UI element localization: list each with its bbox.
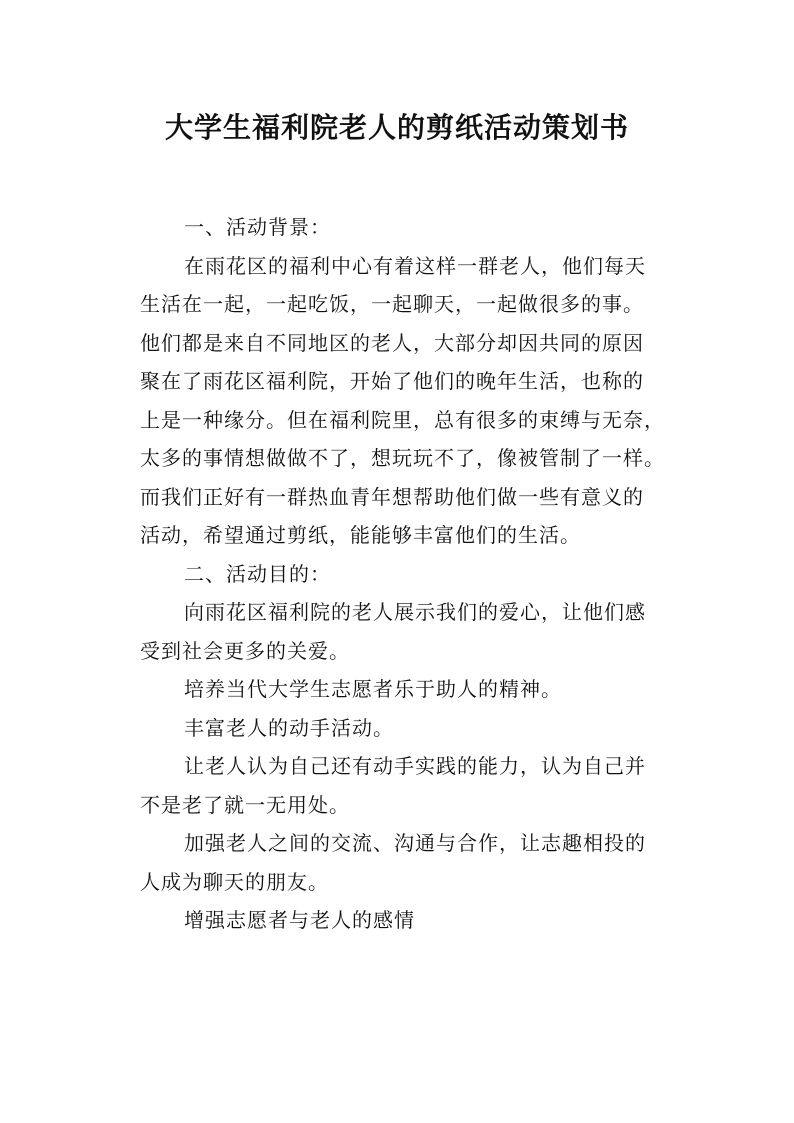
document-title: 大学生福利院老人的剪纸活动策划书 (164, 111, 629, 144)
paragraph-line: 丰富老人的动手活动。 (184, 715, 394, 740)
paragraph-purpose-3 (140, 709, 670, 748)
paragraph-line: 受到社会更多的关爱。 (140, 638, 350, 663)
paragraph-line: 让老人认为自己还有动手实践的能力，认为自己并 (184, 754, 646, 778)
paragraph-line: 向雨花区福利院的老人展示我们的爱心，让他们感 (184, 600, 646, 624)
section-heading-purpose (140, 555, 670, 594)
paragraph-line: 增强志愿者与老人的感情 (184, 908, 415, 932)
paragraph-purpose-2 (140, 670, 670, 709)
paragraph-line: 一、活动背景： (184, 215, 331, 239)
document-body (140, 208, 670, 940)
paragraph-purpose-1 (140, 593, 670, 670)
paragraph-line: 活动，希望通过剪纸，能能够丰富他们的生活。 (140, 523, 581, 547)
section-heading-background (140, 208, 670, 247)
paragraph-line: 人成为聊天的朋友。 (140, 869, 329, 894)
paragraph-line: 而我们正好有一群热血青年想帮助他们做一些有意义的 (140, 484, 644, 509)
paragraph-line: 太多的事情想做做不了，想玩玩不了，像被管制了一样。 (140, 446, 665, 470)
paragraph-purpose-4 (140, 747, 670, 824)
paragraph-line: 二、活动目的： (184, 561, 331, 586)
paragraph-line: 在雨花区的福利中心有着这样一群老人，他们每天 (184, 253, 646, 278)
paragraph-line: 加强老人之间的交流、沟通与合作，让志趣相投的 (184, 831, 646, 855)
paragraph-line: 他们都是来自不同地区的老人，大部分却因共同的原因 (140, 330, 644, 355)
paragraph-background (140, 247, 670, 555)
paragraph-line: 生活在一起，一起吃饭，一起聊天，一起做很多的事。 (140, 292, 644, 316)
paragraph-line: 聚在了雨花区福利院，开始了他们的晚年生活，也称的 (140, 369, 644, 393)
paragraph-line: 不是老了就一无用处。 (140, 792, 350, 817)
paragraph-line: 培养当代大学生志愿者乐于助人的精神。 (184, 677, 562, 701)
paragraph-line: 上是一种缘分。但在福利院里，总有很多的束缚与无奈， (140, 407, 665, 432)
paragraph-purpose-6 (140, 901, 670, 940)
paragraph-purpose-5 (140, 824, 670, 901)
